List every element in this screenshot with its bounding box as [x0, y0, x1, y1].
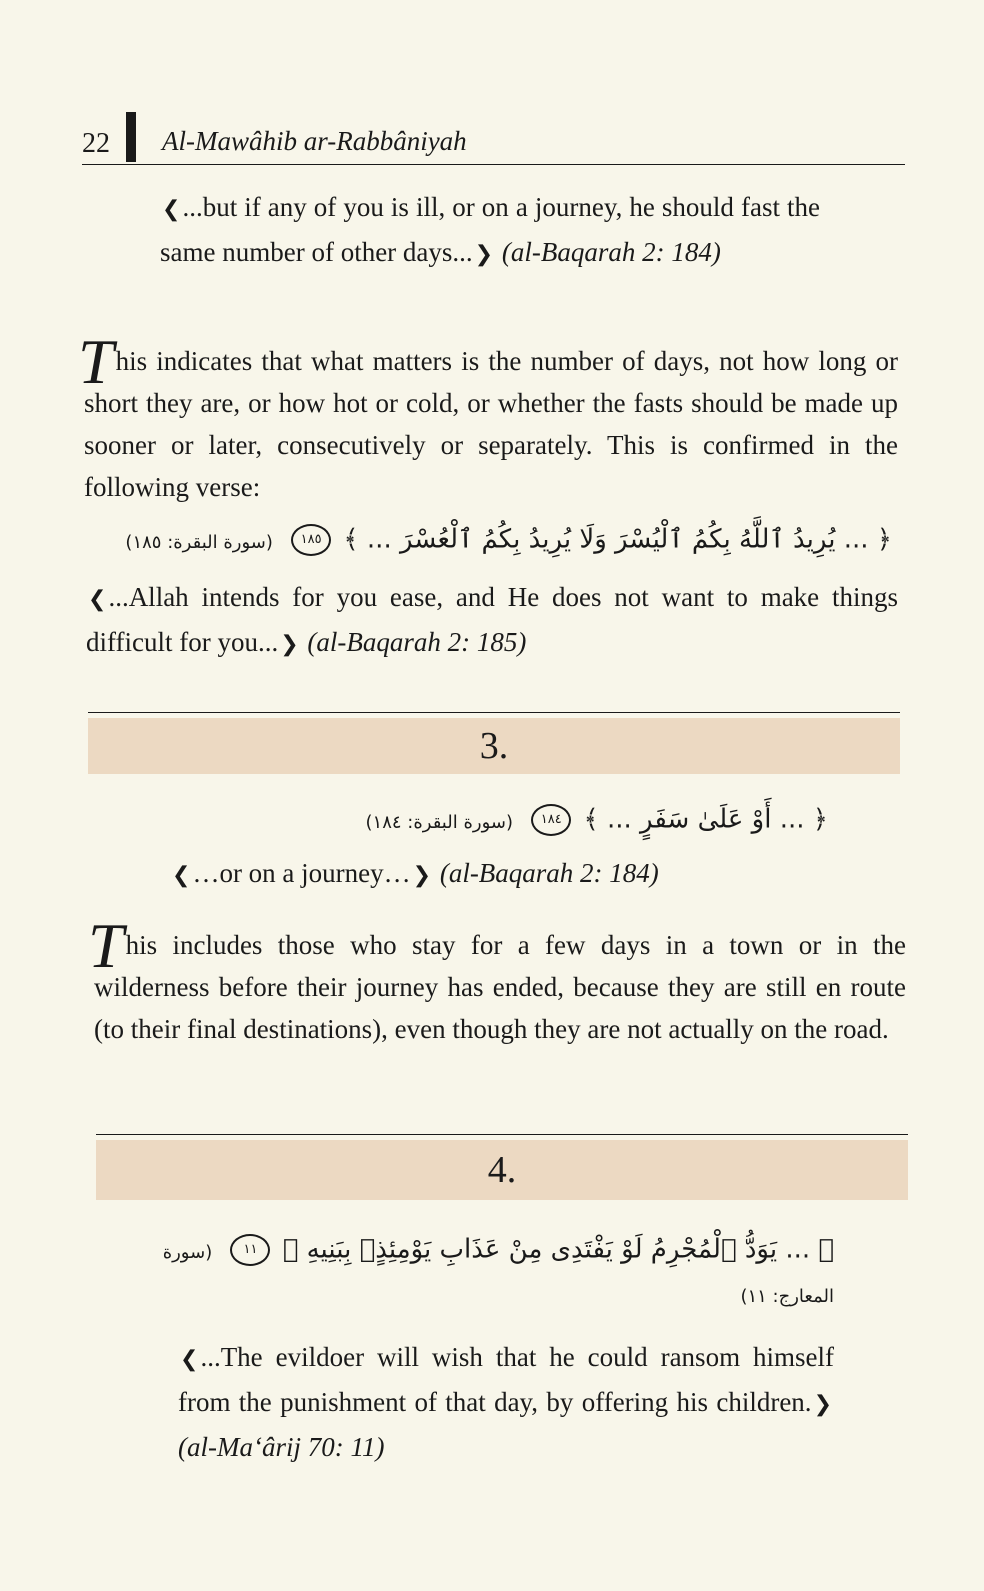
close-bracket-icon: ❯ [813, 1392, 832, 1417]
arabic-verse-1 [125, 524, 892, 556]
close-bracket-icon: ❯ [474, 242, 494, 267]
drop-cap: T [88, 910, 124, 981]
quote-block-3 [170, 852, 790, 897]
header-rule [82, 164, 905, 165]
ayah-number-icon: ١١ [230, 1234, 270, 1266]
quote-reference: (al-Ma‘ârij 70: 11) [178, 1432, 385, 1462]
quote-block-1 [160, 186, 820, 276]
arabic-reference: المعارج: ١١) [740, 1286, 834, 1307]
open-bracket-icon: ❮ [172, 863, 191, 888]
arabic-verse-text: ﴿ ... يُرِيدُ ٱللَّهُ بِكُمُ ٱلْيُسْرَ وَلَا يُرِيدُ بِكُمُ ٱلْعُسْرَ ... ﴾ [343, 524, 892, 555]
section-3-rule [88, 712, 900, 713]
section-3-number: 3. [479, 725, 509, 767]
arabic-verse-3 [163, 1234, 834, 1266]
paragraph-1 [78, 326, 898, 508]
paragraph-text: his indicates that what matters is the number of days, not how long or short they are, or how hot or cold, or whether the fasts should be made up sooner or later, consecutively or separately. This is confirmed in the following verse: [84, 346, 898, 502]
arabic-reference: (سورة [162, 1241, 213, 1263]
arabic-verse-text: ﴿ ... أَوْ عَلَىٰ سَفَرٍ ... ﴾ [583, 804, 828, 835]
quote-text: ...Allah intends for you ease, and He does not want to make things difficult for you... [86, 582, 898, 657]
book-title: Al-Mawâhib ar-Rabbâniyah [162, 126, 467, 156]
ayah-number-icon: ١٨٤ [531, 804, 571, 836]
page-number: 22 [82, 128, 110, 159]
paragraph-2 [88, 910, 906, 1050]
arabic-reference: (سورة البقرة: ١٨٥) [125, 531, 273, 553]
quote-block-2 [86, 576, 898, 666]
arabic-verse-2 [366, 804, 829, 836]
close-bracket-icon: ❯ [412, 863, 432, 888]
quote-block-4 [178, 1336, 834, 1468]
header-bar [126, 112, 136, 162]
quote-reference: (al-Baqarah 2: 184) [439, 858, 659, 888]
arabic-reference: (سورة البقرة: ١٨٤) [365, 811, 513, 833]
quote-reference: (al-Baqarah 2: 185) [307, 627, 527, 657]
open-bracket-icon: ❮ [180, 1347, 199, 1372]
close-bracket-icon: ❯ [280, 632, 299, 657]
quote-text: …or on a journey… [192, 858, 411, 888]
drop-cap: T [78, 326, 114, 397]
open-bracket-icon: ❮ [88, 587, 107, 612]
ayah-number-icon: ١٨٥ [291, 524, 331, 556]
section-4-number: 4. [487, 1149, 517, 1191]
quote-text: ...The evildoer will wish that he could ransom himself from the punishment of that day, by offering his children. [178, 1342, 834, 1417]
arabic-verse-3-ref [740, 1286, 834, 1307]
paragraph-text: his includes those who stay for a few days in a town or in the wilderness before their journey has ended, because they are still en route (to their final destinations), even though they are not actually on the road. [94, 930, 906, 1044]
page-header [82, 112, 905, 162]
quote-reference: (al-Baqarah 2: 184) [501, 237, 721, 267]
open-bracket-icon: ❮ [162, 197, 181, 222]
quote-text: ...but if any of you is ill, or on a journey, he should fast the same number of other days... [160, 192, 820, 267]
section-4-rule [96, 1134, 908, 1135]
arabic-verse-text: ﴿ ... يَوَدُّ ٱلْمُجْرِمُ لَوْ يَفْتَدِى مِنْ عَذَابِ يَوْمِئِذٍۭ بِبَنِيهِ ﴾ [282, 1234, 834, 1265]
